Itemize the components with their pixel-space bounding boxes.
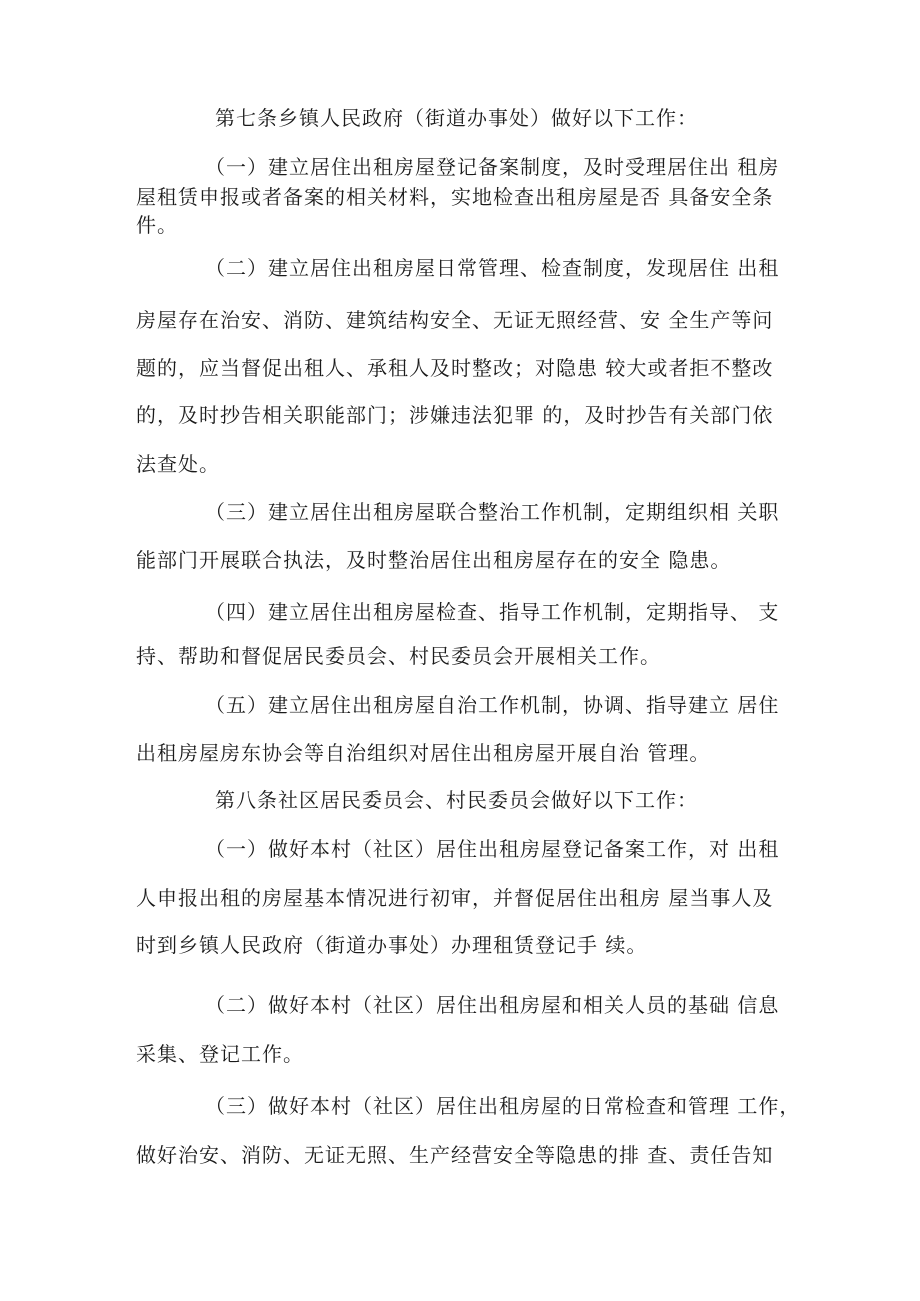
- article-7-item-2-line-4: 的，及时抄告相关职能部门；涉嫌违法犯罪 的，及时抄告有关部门依: [136, 403, 774, 427]
- article-8-item-2-line-1: （二）做好本村（社区）居住出租房屋和相关人员的基础 信息: [205, 993, 780, 1017]
- article-7-item-5-line-2: 出租房屋房东协会等自治组织对居住出租房屋开展自治 管理。: [136, 741, 711, 765]
- article-8-heading: 第八条社区居民委员会、村民委员会做好以下工作：: [215, 788, 698, 812]
- article-7-item-4-line-2: 持、帮助和督促居民委员会、村民委员会开展相关工作。: [136, 644, 661, 668]
- article-7-item-2-line-5: 法查处。: [136, 452, 220, 476]
- article-7-item-2-line-1: （二）建立居住出租房屋日常管理、检查制度，发现居住 出租: [205, 256, 780, 280]
- article-8-item-1-line-3: 时到乡镇人民政府（街道办事处）办理租赁登记手 续。: [136, 933, 648, 957]
- article-8-item-1-line-2: 人申报出租的房屋基本情况进行初审，并督促居住出租房 屋当事人及: [136, 886, 774, 910]
- article-8-item-3-line-1: （三）做好本村（社区）居住出租房屋的日常检查和管理 工作，: [205, 1094, 801, 1118]
- article-7-item-1-line-2: 屋租赁申报或者备案的相关材料，实地检查出租房屋是否 具备安全条: [136, 185, 774, 209]
- article-7-item-2-line-2: 房屋存在治安、消防、建筑结构安全、无证无照经营、安 全生产等问: [136, 308, 774, 332]
- article-8-item-3-line-2: 做好治安、消防、无证无照、生产经营安全等隐患的排 查、责任告知: [136, 1143, 774, 1167]
- article-7-item-1-line-3: 件。: [136, 213, 178, 237]
- article-8-item-2-line-2: 采集、登记工作。: [136, 1042, 304, 1066]
- article-7-item-4-line-1: （四）建立居住出租房屋检查、指导工作机制，定期指导、 支: [205, 600, 780, 624]
- article-7-item-5-line-1: （五）建立居住出租房屋自治工作机制，协调、指导建立 居住: [205, 693, 780, 717]
- article-8-item-1-line-1: （一）做好本村（社区）居住出租房屋登记备案工作，对 出租: [205, 837, 780, 861]
- article-7-item-3-line-2: 能部门开展联合执法，及时整治居住出租房屋存在的安全 隐患。: [136, 548, 732, 572]
- article-7-item-3-line-1: （三）建立居住出租房屋联合整治工作机制，定期组织相 关职: [205, 500, 780, 524]
- article-7-heading: 第七条乡镇人民政府（街道办事处）做好以下工作：: [215, 106, 698, 130]
- article-7-item-2-line-3: 题的，应当督促出租人、承租人及时整改；对隐患 较大或者拒不整改: [136, 356, 774, 380]
- article-7-item-1-line-1: （一）建立居住出租房屋登记备案制度，及时受理居住出 租房: [205, 155, 780, 179]
